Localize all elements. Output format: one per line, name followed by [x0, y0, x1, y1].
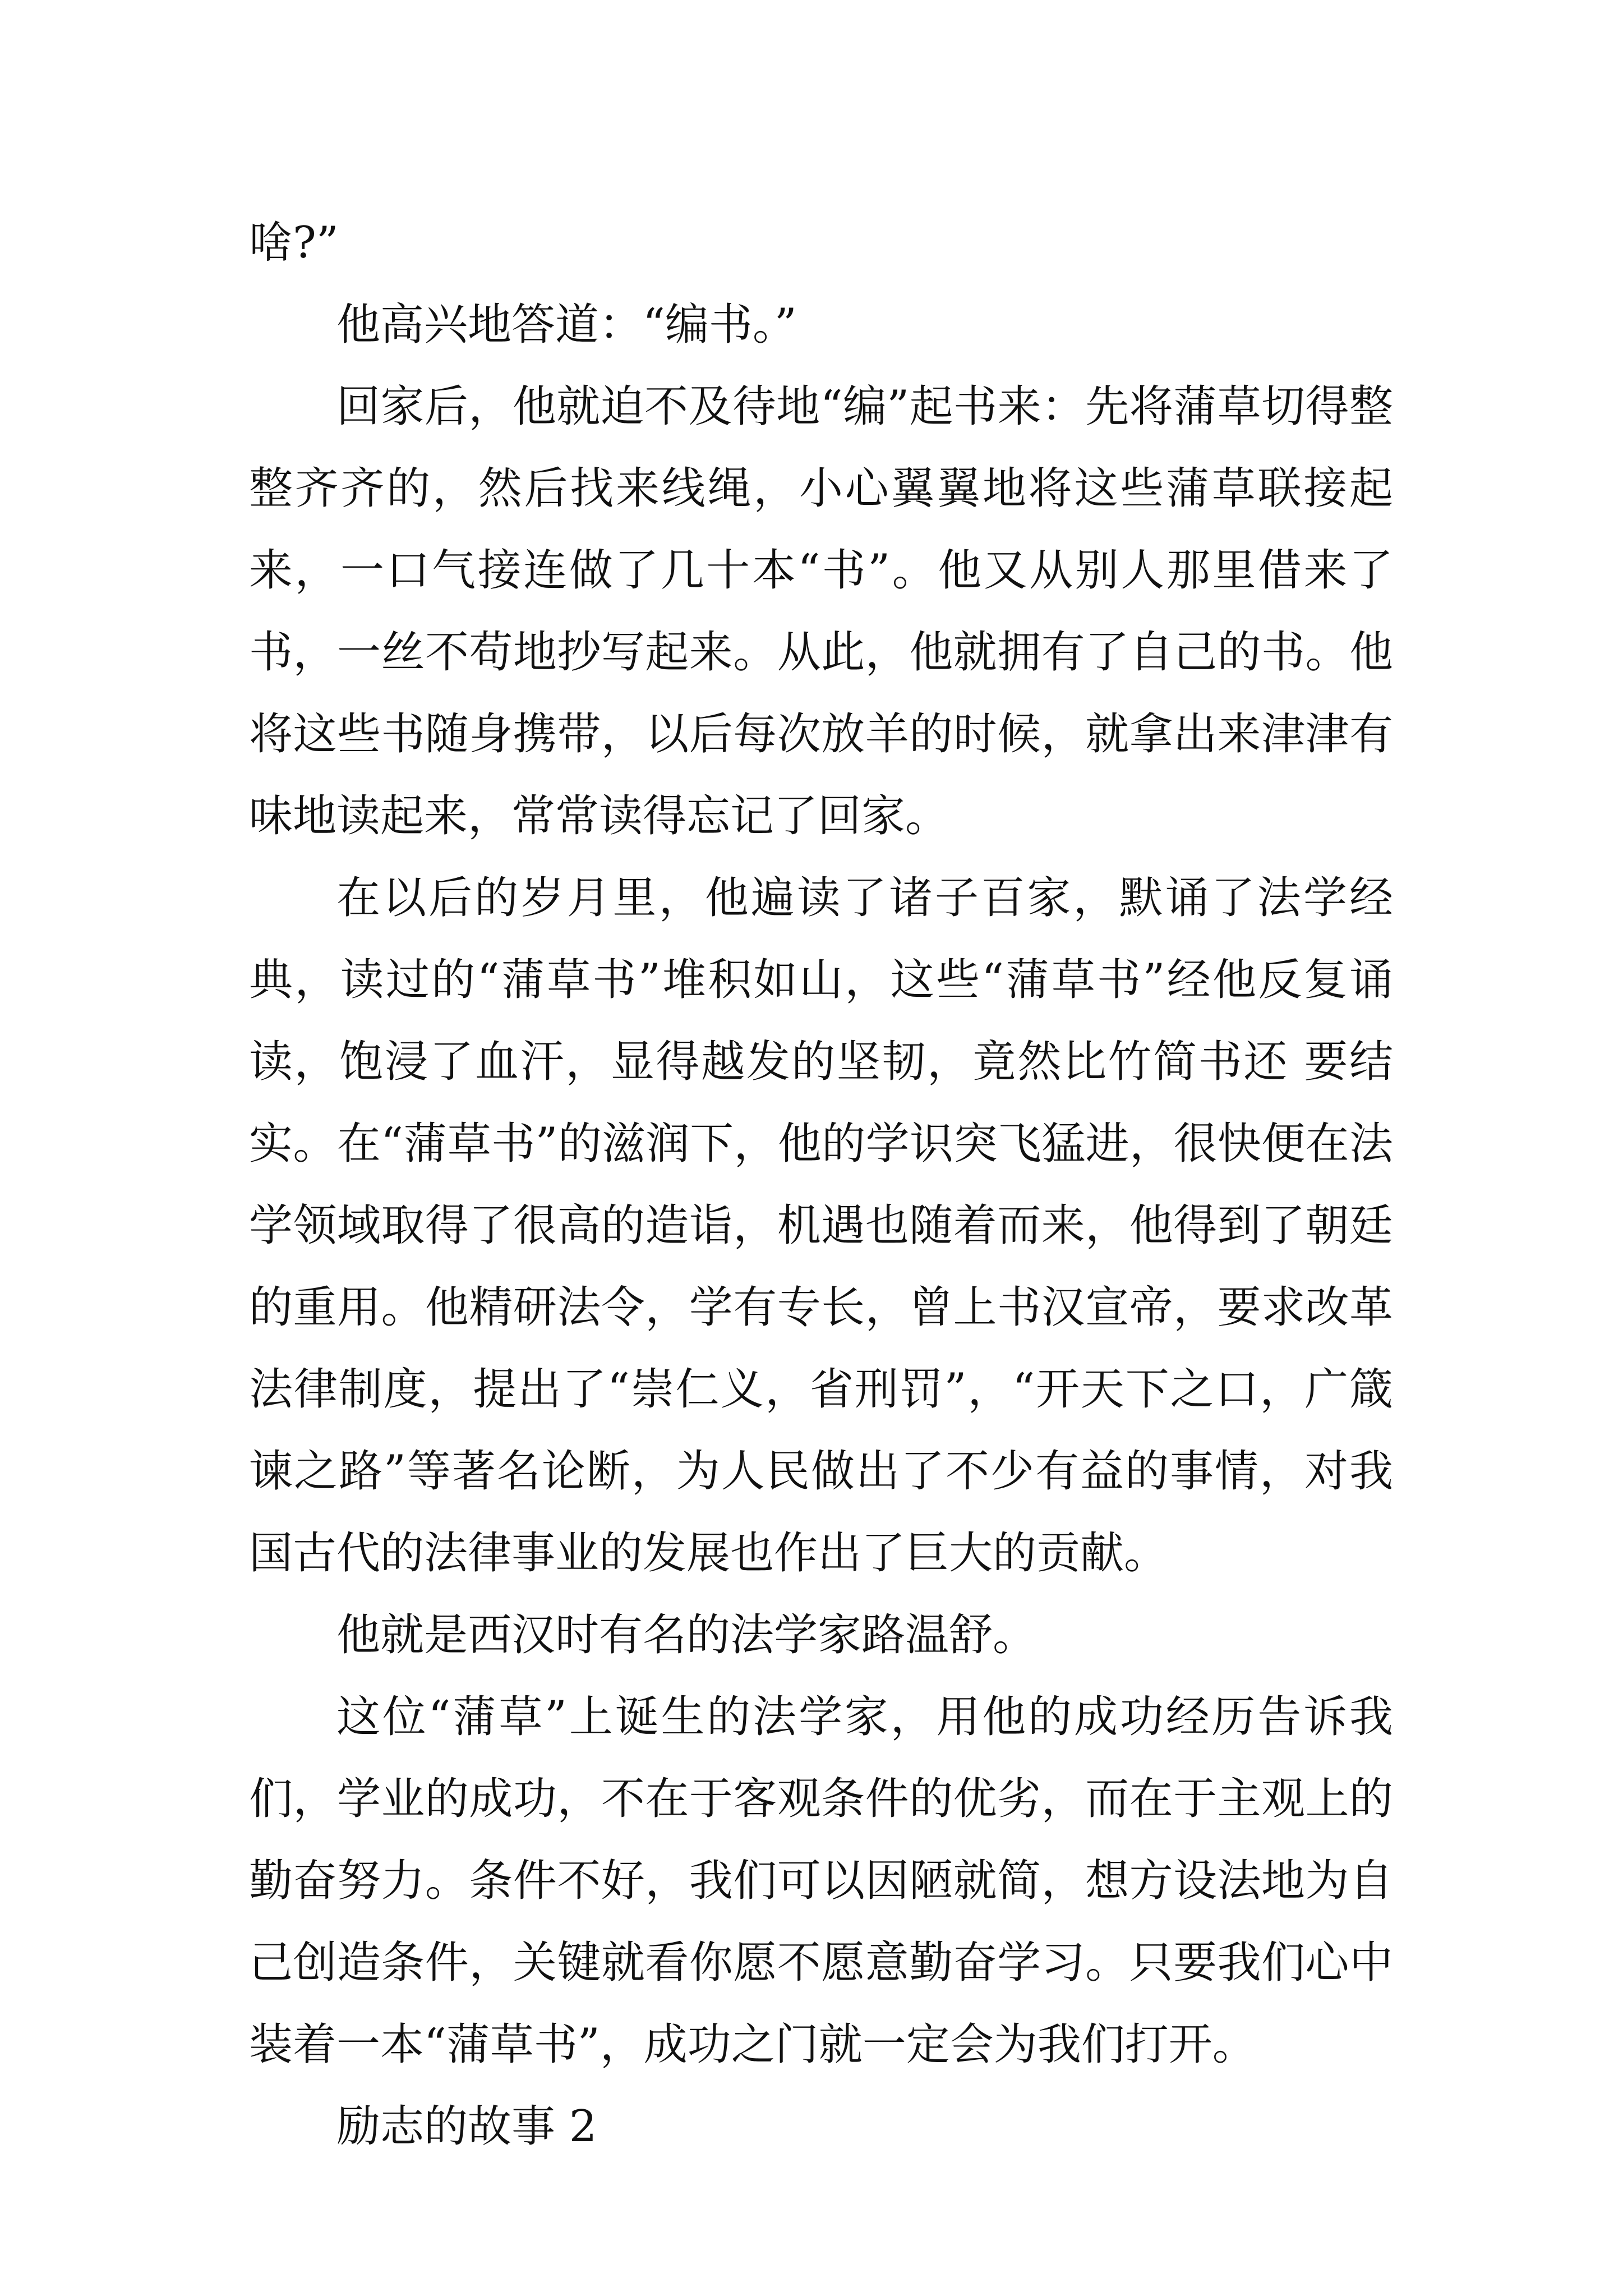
body-text [249, 202, 1393, 2168]
section-heading: 励志的故事 2 [336, 2101, 597, 2152]
paragraph-making-books: 回家后，他就迫不及待地“编”起书来：先将蒲草切得整整齐齐的，然后找来线绳，小心翼翼地将这些蒲草联接起来，一口气接连做了几十本“书”。他又从别人那里借来了书，一丝不苟地抄写起来。从此，他就拥有了自己的书。他将这些书随身携带，以后每次放羊的时候，就拿出来津津有味地读起来，常常读得忘记了回家。 [249, 381, 1393, 841]
paragraph-continuation: 啥?” [249, 218, 339, 268]
paragraph-answer: 他高兴地答道：“编书。” [336, 300, 797, 350]
paragraph-later-years: 在以后的岁月里，他遍读了诸子百家，默诵了法学经典，读过的“蒲草书”堆积如山，这些“蒲草书”经他反复诵读，饱浸了血汗，显得越发的坚韧，竟然比竹简书还 要结实。在“蒲草书”的滋润下，他的学识突飞猛进，很快便在法学领域取得了很高的造诣，机遇也随着而来，他得到了朝廷的重用。他精研法令，学有专长，曾上书汉宣帝，要求改革法律制度，提出了“崇仁义，省刑罚”，“开天下之口，广箴谏之路”等著名论断，为人民做出了不少有益的事情，对我国古代的法律事业的发展也作出了巨大的贡献。 [249, 873, 1393, 1579]
paragraph-identity: 他就是西汉时有名的法学家路温舒。 [336, 1610, 1037, 1660]
paragraph-lesson: 这位“蒲草”上诞生的法学家，用他的成功经历告诉我们，学业的成功，不在于客观条件的优劣，而在于主观上的勤奋努力。条件不好，我们可以因陋就简，想方设法地为自己创造条件，关键就看你愿不愿意勤奋学习。只要我们心中装着一本“蒲草书”，成功之门就一定会为我们打开。 [249, 1692, 1393, 2070]
